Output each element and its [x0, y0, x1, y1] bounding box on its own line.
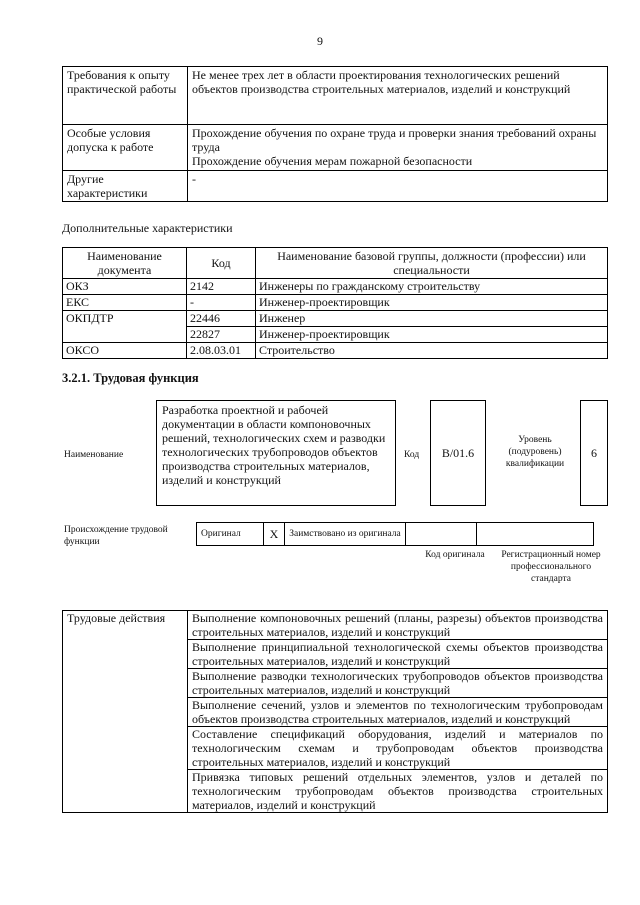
- level-label: Уровень (подуровень) квалификации: [505, 435, 565, 469]
- extra-characteristics-title: Дополнительные характеристики: [62, 221, 233, 235]
- table-cell: ЕКС: [63, 295, 187, 311]
- requirement-line: Прохождение обучения по охране труда и проверки знания требований охраны труда: [192, 126, 597, 154]
- extra-characteristics-table: [62, 247, 608, 359]
- table-cell: 2.08.03.01: [187, 343, 256, 359]
- table-row: [197, 523, 594, 546]
- action-item: Выполнение компоновочных решений (планы, разрезы) объектов производства строительных материалов, изделий и конструкций: [188, 611, 608, 640]
- table-cell: Инженер-проектировщик: [256, 295, 608, 311]
- requirement-value: -: [188, 171, 608, 202]
- origin-original: Оригинал: [197, 523, 264, 546]
- actions-label: Трудовые действия: [63, 611, 188, 813]
- table-cell: Строительство: [256, 343, 608, 359]
- origin-mark: X: [264, 523, 285, 546]
- labour-actions-table: [62, 610, 608, 813]
- table-cell: 2142: [187, 279, 256, 295]
- requirement-value: Не менее трех лет в области проектирования технологических решений объектов производства строительных материалов, изделий и конструкций: [188, 67, 608, 125]
- function-name: Разработка проектной и рабочей документации в области компоновочных решений, технологических схем и разводки технологических трубопроводов объектов производства строительных материалов, изделий и конструкций: [156, 400, 396, 506]
- function-heading: 3.2.1. Трудовая функция: [62, 371, 199, 385]
- code-original-caption: Код оригинала: [425, 550, 485, 560]
- name-label: Наименование: [64, 450, 124, 460]
- origin-reg-cell: [477, 523, 594, 546]
- page-number: 9: [317, 34, 323, 48]
- requirements-table: [62, 66, 608, 202]
- requirement-label: Особые условия допуска к работе: [63, 125, 188, 171]
- table-cell: Инженер: [256, 311, 608, 327]
- table-cell: ОКСО: [63, 343, 187, 359]
- table-row: [63, 611, 608, 640]
- function-code: B/01.6: [430, 400, 486, 506]
- action-item: Выполнение принципиальной технологической схемы объектов производства строительных материалов, изделий и конструкций: [188, 640, 608, 669]
- table-row: [63, 67, 608, 125]
- table-row: [63, 125, 608, 171]
- action-item: Выполнение сечений, узлов и элементов по технологическим трубопроводам объектов производства строительных материалов, изделий и конструкций: [188, 698, 608, 727]
- column-header: Наименование базовой группы, должности (профессии) или специальности: [256, 248, 608, 279]
- requirement-label: Требования к опыту практической работы: [63, 67, 188, 125]
- table-row: [63, 171, 608, 202]
- table-cell: 22446: [187, 311, 256, 327]
- origin-code-cell: [406, 523, 477, 546]
- action-item: Составление спецификаций оборудования, изделий и материалов по технологическим схемам и трубопроводам объектов производства строительных материалов, изделий и конструкций: [188, 727, 608, 770]
- table-row: [63, 343, 608, 359]
- qualification-level: 6: [580, 400, 608, 506]
- table-cell: ОКПДТР: [63, 311, 187, 343]
- table-cell: 22827: [187, 327, 256, 343]
- reg-number-caption: Регистрационный номер профессионального стандарта: [501, 550, 601, 584]
- table-cell: Инженеры по гражданскому строительству: [256, 279, 608, 295]
- column-header: Наименование документа: [63, 248, 187, 279]
- table-header-row: [63, 248, 608, 279]
- origin-table: [196, 522, 594, 546]
- requirement-value: [188, 125, 608, 171]
- requirement-label: Другие характеристики: [63, 171, 188, 202]
- table-cell: ОКЗ: [63, 279, 187, 295]
- requirement-line: Прохождение обучения мерам пожарной безопасности: [192, 154, 473, 168]
- origin-borrowed: Заимствовано из оригинала: [285, 523, 406, 546]
- column-header: Код: [187, 248, 256, 279]
- origin-label: Происхождение трудовой функции: [64, 525, 168, 547]
- table-cell: -: [187, 295, 256, 311]
- table-row: [63, 279, 608, 295]
- action-item: Привязка типовых решений отдельных элементов, узлов и деталей по технологическим трубопроводам объектов производства строительных материалов, изделий и конструкций: [188, 770, 608, 813]
- action-item: Выполнение разводки технологических трубопроводов объектов производства строительных материалов, изделий и конструкций: [188, 669, 608, 698]
- table-row: [63, 295, 608, 311]
- code-label: Код: [404, 450, 420, 460]
- table-cell: Инженер-проектировщик: [256, 327, 608, 343]
- table-row: [63, 311, 608, 327]
